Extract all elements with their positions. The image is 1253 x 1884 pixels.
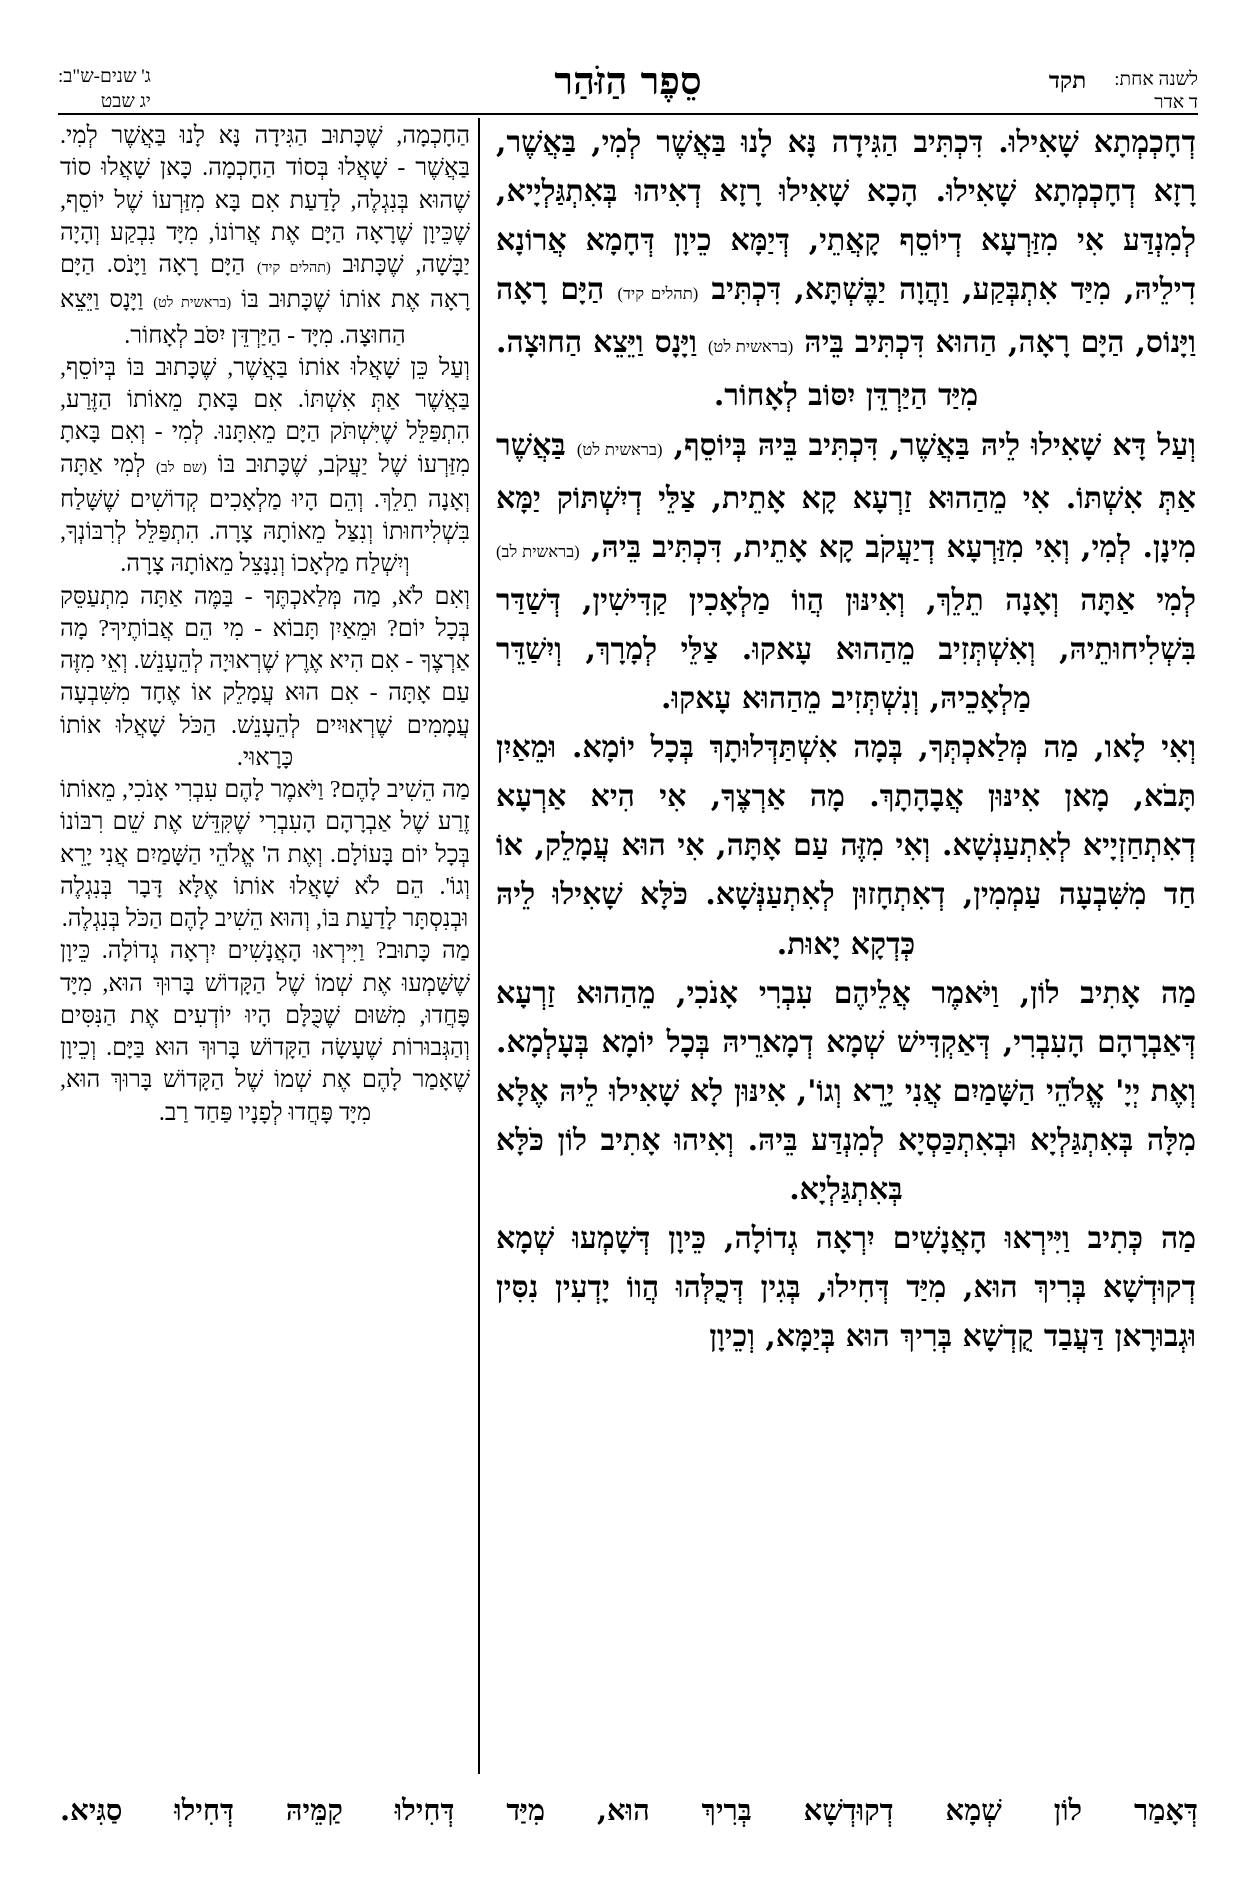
main-paragraph-5: מַה כְּתִיב וַיִּירְאוּ הָאֲנָשִׁים יִרְאָה גְדוֹלָה, כֵּיוָן דְּשָׁמְעוּ שְׁמָא דְקוּדְשָׁא בְּרִיךְ הוּא, מִיַּד דְּחִילוּ, בְּגִין דְּכֻלְּהוּ הֲווֹ יָדְעִין נִסִּין וּגְבוּרָאן דַּעֲבַד קֻדְשָׁא בְּרִיךְ הוּא בְּיַמָּא, וְכֵיוָן [496,1221,1196,1355]
side-line-2: יג שבט [100,91,151,112]
date-line-1: לשנה אחת: [1114,69,1198,90]
side-paragraph-4: מַה הֵשִׁיב לָהֶם? וַיֹּאמֶר לָהֶם עִבְרִי אָנֹכִי, מֵאוֹתוֹ זֶרַע שֶׁל אַבְרָהָם הָעִבְרִי שֶׁקִּדֵּשׁ אֶת שֵׁם רִבּוֹנוֹ בְּכָל יוֹם בָּעוֹלָם. וְאֶת ה' אֱלֹהֵי הַשָּׁמַיִם אֲנִי יָרֵא וְגוֹ'. הֵם לֹא שָׁאֲלוּ אוֹתוֹ אֶלָּא דָּבָר בְּנִגְלֶה וּבְנִסְתָּר לָדַעַת בּוֹ, וְהוּא הֵשִׁיב לָהֶם הַכֹּל בְּנִגְלֶה. [60,777,470,932]
citation: (שם לב) [156,459,207,476]
citation: (בראשית לב) [496,541,580,561]
main-text: דְחָכְמְתָא שָׁאִילוּ. דִּכְתִּיב הַגִּידָה נָּא לָנוּ בַּאֲשֶׁר לְמִי, בַּאֲשֶׁר, רָזָא דְחָכְמְתָא שָׁאִילוּ. הָכָא שָׁאִילוּ רָזָא דְאִיהוּ בְּאִתְגַּלְיָיא, לְמִנְדַּע אִי מִזַּרְעָא דְיוֹסֵף קָאֲתֵי, דְּיַמָּא כֵיוָן דְּחָמָא אֲרוֹנָא דִילֵיהּ, מִיַּד אִתְבְּקַע, וַהֲוָה יַבֶּשְׁתָּא, דִּכְתִּיב [496,125,1196,308]
side-paragraph-3: וְאִם לֹא, מַה מְּלַאכְתֶּךָ - בַּמֶּה אַתָּה מִתְעַסֵּק בְּכָל יוֹם? וּמֵאַיִן תָּבוֹא - מִי הֵם אֲבוֹתֶיךָ? מָה אַרְצֶךָ - אִם הִיא אֶרֶץ שֶׁרְאוּיָה לְהֵעָנֵשׁ. וְאֵי מִזֶּה עַם אָתָּה - אִם הוּא עֲמָלֵק אוֹ אֶחָד מִשִּׁבְעָה עֲמָמִים שֶׁרְאוּיִים לְהֵעָנֵשׁ. הַכֹּל שָׁאֲלוּ אוֹתוֹ כָּרָאוּי. [60,583,470,771]
side-text: לְמִי אַתָּה וְאָנָה תֵלֵךְ. וְהֵם הָיוּ מַלְאָכִים קְדוֹשִׁים שֶׁשָּׁלַח בִּשְׁלִיחוּתוֹ וְנִצַּל מֵאוֹתָהּ צָרָה. הִתְפַּלֵּל לְרִבּוֹנְךָ, וְיִשְׁלַח מַלְאָכוֹ וְנִנָּצֵל מֵאוֹתָהּ צָרָה. [60,451,470,578]
header-left [58,64,151,114]
main-paragraph-2 [496,421,1196,724]
side-paragraph-2 [60,352,470,581]
main-text: בַּאֲשֶׁר אַתְּ אִשְׁתּוֹ. אִי מֵהַהוּא זַרְעָא קָא אָתֵית, צַלֵּי דְיִשְׁתּוֹק יַמָּא מִינָן. לְמִי, וְאִי מִזַּרְעָא דְיַעֲקֹב קָא אָתֵית, דִּכְתִּיב בֵּיהּ, [496,427,1196,565]
main-text: הַיָּם רָאָה וַיָּנוֹס, הַיָּם רָאָה, הַהוּא דִּכְתִּיב בֵּיהּ [496,272,1196,361]
side-paragraph-1 [60,120,470,352]
side-column [60,120,470,1770]
date-block [1114,68,1198,114]
page-header [58,58,1198,118]
side-text: הַיָּם רָאָה וַיָּנֹס. הַיָּם רָאָה אֶת אוֹתוֹ שֶׁכָּתוּב בּוֹ [60,252,470,314]
date-line-2: ד אדר [1154,92,1198,113]
page-number: תקד [1048,68,1087,93]
main-paragraph-1 [496,118,1196,421]
side-paragraph-5: מַה כָּתוּב? וַיִּירְאוּ הָאֲנָשִׁים יִרְאָה גְדוֹלָה. כֵּיוָן שֶׁשָּׁמְעוּ אֶת שְׁמוֹ שֶׁל הַקָּדוֹשׁ בָּרוּךְ הוּא, מִיָּד פָּחֲדוּ, מִשּׁוּם שֶׁכֻּלָּם הָיוּ יוֹדְעִים אֶת הַנִּסִּים וְהַגְּבוּרוֹת שֶׁעָשָׂה הַקָּדוֹשׁ בָּרוּךְ הוּא בַּיָּם. וְכֵיוָן שֶׁאָמַר לָהֶם אֶת שְׁמוֹ שֶׁל הַקָּדוֹשׁ בָּרוּךְ הוּא, מִיָּד פָּחֲדוּ לְפָנָיו פַּחַד רַב. [60,938,470,1126]
citation: (בראשית לט) [153,295,232,312]
column-divider [478,118,480,1774]
bottom-line: דְּאָמַר לוֹן שְׁמָא דְקוּדְשָׁא בְּרִיךְ הוּא, מִיַּד דְּחִילוּ קַמֵּיהּ דְּחִילוּ סַגִּיא. [60,1793,1198,1827]
main-paragraph-3: וְאִי לָאו, מַה מְּלַאכְתְּךָ, בְּמָה אִשְׁתַּדְּלוּתָךְ בְּכָל יוֹמָא. וּמֵאַיִן תָּבֹא, מָאן אִינּוּן אֲבָהָתָךְ. מָה אַרְצֶךָ, אִי הִיא אַרְעָא דְאִתְחַזְיָיא לְאִתְעַנְשָׁא. וְאִי מִזֶּה עַם אָתָּה, אִי הוּא עֲמָלֵק, אוֹ חַד מִשִּׁבְעָה עַמְמִין, דְאִתְחָזוּן לְאִתְעַנְּשָׁא. כֹּלָּא שָׁאִילוּ לֵיהּ כְּדְקָא יָאוּת. [496,730,1196,962]
citation: (תהלים קיד) [256,260,331,276]
main-text: לְמִי אַתָּה וְאָנָה תֵלֵךְ, וְאִינּוּן הֲווֹ מַלְאָכִין קַדִּישִׁין, דְּשַׁדַּר בִּשְׁלִיחוּתֵיהּ, וְאִשְׁתְּזִיב מֵהַהוּא עָאקוּ. צַלֵּי לְמָרָךְ, וְיִשַׁדֵּר מַלְאָכֵיהּ, וְנִשְׁתְּזִיב מֵהַהוּא עָאקוּ. [496,582,1196,717]
main-column [496,118,1196,1784]
header-rule [58,113,1198,115]
main-text: וְעַל דָּא שָׁאִילוּ לֵיהּ בַּאֲשֶׁר, דִּכְתִּיב בֵּיהּ בְּיוֹסֵף, [673,427,1196,463]
main-text: וַיָּנָס וַיֵּצֵא הַחוּצָה. מִיַּד הַיַּרְדֵּן יִסּוֹב לְאָחוֹר. [496,325,979,414]
header-right [1049,68,1198,114]
side-line-1: ג' שנים-ש"ב: [58,66,151,87]
main-paragraph-4: מַה אָתִיב לוֹן, וַיֹּאמֶר אֲלֵיהֶם עִבְרִי אָנֹכִי, מֵהַהוּא זַרְעָא דְּאַבְרָהָם הָעִבְרִי, דְּאַקְדִּישׁ שְׁמָא דְמָארֵיהּ בְּכָל יוֹמָא בְּעָלְמָא. וְאֶת יְיָ' אֱלֹהֵי הַשָּׁמַיִם אֲנִי יָרֵא וְגוֹ', אִינּוּן לָא שָׁאִילוּ לֵיהּ אֶלָּא מִלָּה בְּאִתְגַּלְיָא וּבְאִתְכַּסְיָא לְמִנְדַּע בֵּיהּ. וְאִיהוּ אָתִיב לוֹן כֹּלָּא בְּאִתְגַּלְיָא. [496,975,1196,1207]
citation: (בראשית לט) [576,439,663,459]
citation: (תהלים קיד) [617,284,699,304]
side-text: הַחָכְמָה, שֶׁכָּתוּב הַגִּידָה נָּא לָנוּ בַּאֲשֶׁר לְמִי. בַּאֲשֶׁר - שָׁאֲלוּ בְּסוֹד הַחָכְמָה. כָּאן שָׁאֲלוּ סוֹד שֶׁהוּא בְּנִגְלֶה, לָדַעַת אִם בָּא מִזַּרְעוֹ שֶׁל יוֹסֵף, שֶׁכֵּיוָן שֶׁרָאָה הַיָּם אֶת אֲרוֹנוֹ, מִיָּד נִבְקַע וְהָיָה יַבָּשָׁה, שֶׁכָּתוּב [60,123,470,278]
side-text: וַיָּנָס וַיֵּצֵא הַחוּצָה. מִיָּד - הַיַּרְדֵּן יִסֹּב לְאָחוֹר. [60,287,406,349]
page-title: סֵפֶר הַזֹּהַר [554,58,702,103]
side-text: וְעַל כֵּן שָׁאֲלוּ אוֹתוֹ בַּאֲשֶׁר, שֶׁכָּתוּב בּוֹ בְּיוֹסֵף, בַּאֲשֶׁר אַתְּ אִשְׁתּוֹ. אִם בָּאתָ מֵאוֹתוֹ הַזֶּרַע, הִתְפַּלֵּל שֶׁיִּשְׁתֹּק הַיָּם מֵאִתָּנוּ. לְמִי - וְאִם בָּאתָ מִזַּרְעוֹ שֶׁל יַעֲקֹב, שֶׁכָּתוּב בּוֹ [60,354,470,478]
citation: (בראשית לט) [707,337,794,357]
